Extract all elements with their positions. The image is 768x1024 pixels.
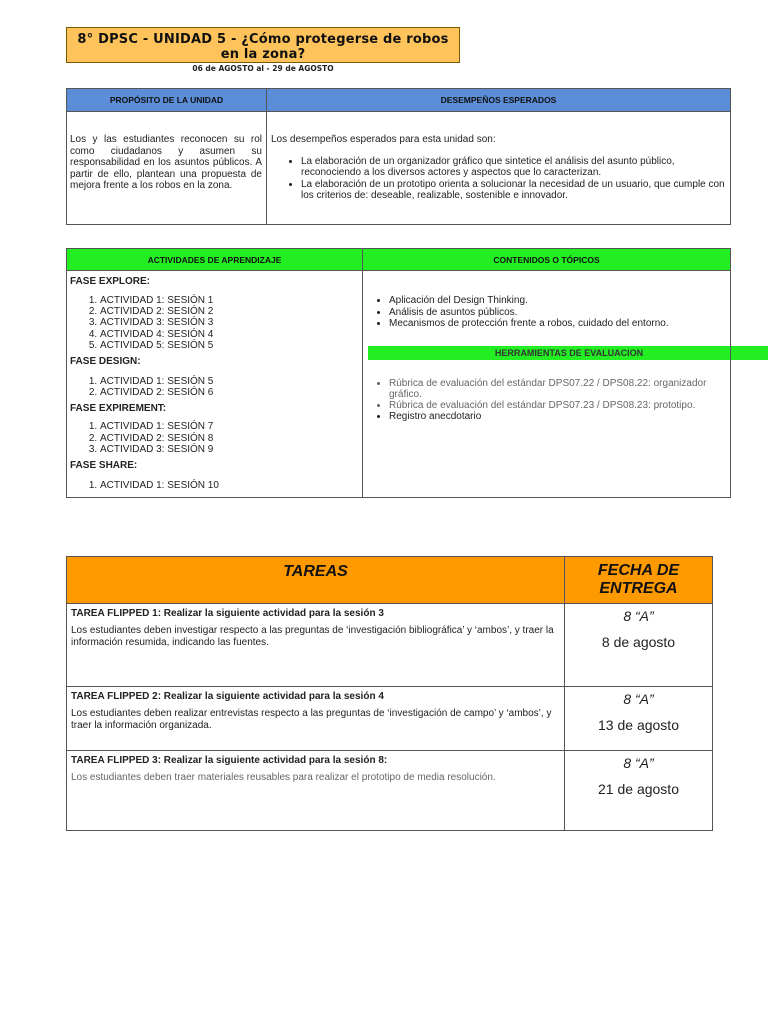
activity-item: 1. ACTIVIDAD 1: SESIÓN 5 [100, 376, 362, 387]
contents-header: CONTENIDOS O TÓPICOS [363, 249, 731, 271]
activity-item: 1. ACTIVIDAD 1: SESIÓN 1 [100, 295, 362, 306]
due-date-header [565, 557, 713, 604]
phase-activity-list [67, 480, 362, 491]
due-date-header-line: FECHA DE [597, 562, 680, 579]
task-row [67, 687, 713, 751]
task-title [71, 608, 559, 619]
performance-list [267, 156, 730, 202]
phase-title: FASE SHARE: [70, 460, 138, 472]
topic-item: • Aplicación del Design Thinking. [389, 295, 730, 307]
activities-cell [67, 271, 363, 498]
task-label: TAREA FLIPPED 3 [71, 755, 158, 766]
task-label: TAREA FLIPPED 1 [71, 608, 158, 619]
phase-activity-list [67, 295, 362, 351]
task-row [67, 751, 713, 831]
topic-item: • Mecanismos de protección frente a robos, cuidado del entorno. [389, 318, 730, 330]
phase-title: FASE EXPLORE: [70, 276, 151, 287]
evaluation-tools-header: HERRAMIENTAS DE EVALUACION [368, 346, 768, 360]
activity-item: 2. ACTIVIDAD 2: SESIÓN 6 [100, 387, 362, 398]
topic-item: • Análisis de asuntos públicos. [389, 307, 730, 319]
phase-activity-list [67, 421, 362, 455]
evaluation-tools-list [363, 378, 730, 423]
task-cell [67, 604, 565, 687]
task-description: Los estudiantes deben traer materiales reusables para realizar el prototipo de media resolución. [71, 772, 496, 783]
task-label: TAREA FLIPPED 2 [71, 691, 158, 702]
unit-dates: 06 de AGOSTO al - 29 de AGOSTO [192, 64, 334, 73]
task-group: 8 “A” [623, 755, 654, 771]
activity-item: 4. ACTIVIDAD 4: SESIÓN 4 [100, 329, 362, 340]
activities-table [66, 248, 731, 498]
due-date-cell [565, 687, 713, 751]
tool-item: • Rúbrica de evaluación del estándar DPS07.23 / DPS08.23: prototipo. [389, 400, 730, 411]
unit-title: 8° DPSC - UNIDAD 5 - ¿Cómo protegerse de robos en la zona? [77, 32, 449, 62]
task-due-date: 8 de agosto [601, 634, 676, 650]
purpose-text: Los y las estudiantes reconocen su rol como ciudadanos y asumen su responsabilidad en los asuntos públicos. A partir de ello, plantean una propuesta de mejora frente a los robos en la zona. [70, 134, 262, 191]
phase-title: FASE EXPIREMENT: [70, 403, 167, 415]
tasks-header: TAREAS [67, 557, 565, 604]
task-instruction: : Realizar la siguiente actividad para la sesión 3 [157, 608, 384, 619]
task-cell [67, 687, 565, 751]
task-instruction: : Realizar la siguiente actividad para la sesión 8: [157, 755, 388, 766]
activity-item: 2. ACTIVIDAD 2: SESIÓN 8 [100, 433, 362, 444]
performance-item: • La elaboración de un organizador gráfico que sintetice el análisis del asunto público, reconociendo a los diversos actores y aspectos que lo caracterizan. [301, 156, 730, 179]
activity-item: 2. ACTIVIDAD 2: SESIÓN 2 [100, 306, 362, 317]
tasks-table [66, 556, 713, 831]
due-date-header-line: ENTREGA [599, 580, 678, 597]
task-group: 8 “A” [623, 608, 654, 624]
activity-item: 1. ACTIVIDAD 1: SESIÓN 10 [100, 480, 362, 491]
performance-cell [267, 112, 731, 225]
topics-list [363, 295, 730, 330]
task-due-date: 21 de agosto [598, 781, 679, 797]
task-description: Los estudiantes deben investigar respecto a las preguntas de ‘investigación bibliográfica’ y ‘ambos’, y traer la información resumida, indicando las fuentes. [71, 625, 554, 648]
purpose-cell [67, 112, 267, 225]
activity-item: 3. ACTIVIDAD 3: SESIÓN 3 [100, 317, 362, 328]
task-due-date: 13 de agosto [598, 717, 679, 733]
unit-title-box [66, 27, 460, 73]
task-title [71, 755, 559, 766]
activities-header: ACTIVIDADES DE APRENDIZAJE [67, 249, 363, 271]
tool-item: • Registro anecdotario [389, 411, 730, 422]
unit-purpose-table [66, 88, 731, 225]
performance-item: • La elaboración de un prototipo orienta a solucionar la necesidad de un usuario, que cumple con los criterios de: deseable, realizable, sostenible e innovador. [301, 179, 730, 202]
contents-cell [363, 271, 731, 498]
task-description: Los estudiantes deben realizar entrevistas respecto a las preguntas de ‘investigación de campo’ y ‘ambos’, y traer la información organizada. [71, 708, 552, 731]
task-instruction: : Realizar la siguiente actividad para la sesión 4 [157, 691, 384, 702]
phase-title: FASE DESIGN: [70, 356, 141, 368]
due-date-cell [565, 604, 713, 687]
due-date-cell [565, 751, 713, 831]
task-title [71, 691, 559, 702]
performance-intro: Los desempeños esperados para esta unidad son: [271, 134, 496, 145]
purpose-header: PROPÓSITO DE LA UNIDAD [67, 89, 267, 112]
task-group: 8 “A” [623, 691, 654, 707]
activity-item: 5. ACTIVIDAD 5: SESIÓN 5 [100, 340, 362, 351]
task-cell [67, 751, 565, 831]
tool-item: • Rúbrica de evaluación del estándar DPS07.22 / DPS08.22: organizador gráfico. [389, 378, 730, 400]
activity-item: 1. ACTIVIDAD 1: SESIÓN 7 [100, 421, 362, 432]
task-row [67, 604, 713, 687]
activity-item: 3. ACTIVIDAD 3: SESIÓN 9 [100, 444, 362, 455]
phase-activity-list [67, 376, 362, 398]
performance-header: DESEMPEÑOS ESPERADOS [267, 89, 731, 112]
